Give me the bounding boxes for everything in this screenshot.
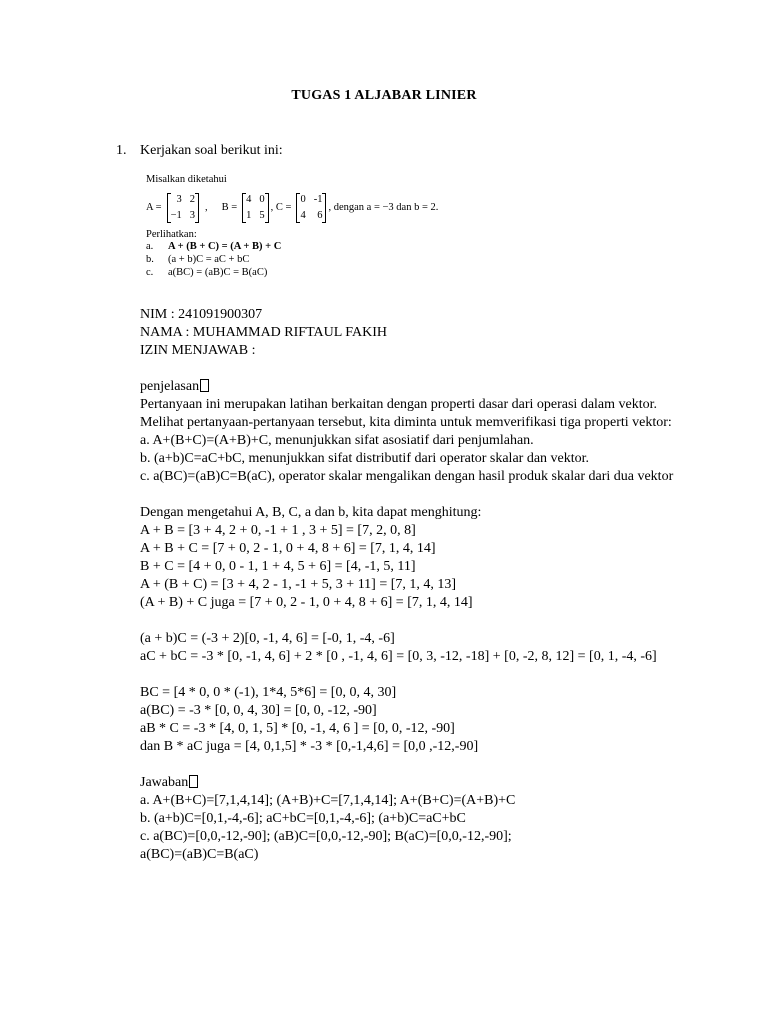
matrix-c-cell: -1: [313, 194, 323, 205]
problem-condition: , dengan a = −3 dan b = 2.: [328, 201, 439, 213]
answer-body: [140, 306, 700, 864]
answer-line: b. (a+b)C=[0,1,-4,-6]; aC+bC=[0,1,-4,-6]; (a+b)C=aC+bC: [140, 811, 466, 826]
explanation-paragraph: Pertanyaan ini merupakan latihan berkaitan dengan properti dasar dari operasi dalam vektor. Melihat pertanyaan-pertanyaan tersebut, kita diminta untuk memverifikasi tiga properti vektor:: [140, 397, 672, 430]
problem-item-text: A + (B + C) = (A + B) + C: [168, 241, 282, 252]
matrix-a-label: A =: [146, 201, 162, 213]
calc-line: A + B = [3 + 4, 2 + 0, -1 + 1 , 3 + 5] = [7, 2, 0, 8]: [140, 523, 416, 538]
matrix-a-cell: −1: [170, 209, 182, 221]
problem-items: [146, 242, 281, 281]
answer-heading-text: Jawaban: [140, 775, 189, 790]
answer-line: a. A+(B+C)=[7,1,4,14]; (A+B)+C=[7,1,4,14]; A+(B+C)=(A+B)+C: [140, 793, 516, 808]
explanation-line-b: b. (a+b)C=aC+bC, menunjukkan sifat distributif dari operator skalar dan vektor.: [140, 451, 590, 466]
matrix-a: [167, 194, 199, 222]
calc-line: Dengan mengetahui A, B, C, a dan b, kita dapat menghitung:: [140, 505, 482, 520]
nim-line: NIM : 241091900307: [140, 307, 263, 322]
calc-line: BC = [4 * 0, 0 * (-1), 1*4, 5*6] = [0, 0, 4, 30]: [140, 685, 397, 700]
explanation-heading-text: penjelasan: [140, 379, 200, 394]
calc-line: (a + b)C = (-3 + 2)[0, -1, 4, 6] = [-0, 1, -4, -6]: [140, 631, 395, 646]
problem-image: [146, 175, 486, 289]
problem-intro: Misalkan diketahui: [146, 174, 227, 185]
comma-separator: ,: [204, 201, 208, 213]
problem-item: [146, 268, 281, 281]
answer-heading: [140, 774, 700, 792]
matrix-b-cell: 0: [259, 194, 265, 205]
calc-line: aB * C = -3 * [4, 0, 1, 5] * [0, -1, 4, 6 ] = [0, 0, -12, -90]: [140, 721, 455, 736]
answer-line: a(BC)=(aB)C=B(aC): [140, 847, 259, 862]
explanation-line-a: a. A+(B+C)=(A+B)+C, menunjukkan sifat asosiatif dari penjumlahan.: [140, 433, 534, 448]
calc-line: (A + B) + C juga = [7 + 0, 2 - 1, 0 + 4, 8 + 6] = [7, 1, 4, 14]: [140, 595, 473, 610]
matrix-c-cell: 6: [317, 209, 323, 221]
matrix-a-cell: 3: [189, 209, 195, 221]
matrix-a-cell: 3: [176, 194, 182, 205]
missing-glyph-icon: [200, 379, 209, 392]
problem-item-letter: c.: [146, 267, 154, 278]
problem-show-label: Perlihatkan:: [146, 229, 197, 240]
explanation-heading: [140, 378, 700, 396]
calc-line: a(BC) = -3 * [0, 0, 4, 30] = [0, 0, -12, -90]: [140, 703, 377, 718]
answer-line: c. a(BC)=[0,0,-12,-90]; (aB)C=[0,0,-12,-90]; B(aC)=[0,0,-12,-90];: [140, 829, 512, 844]
matrix-definitions: [146, 191, 438, 225]
calc-line: B + C = [4 + 0, 0 - 1, 1 + 4, 5 + 6] = [4, -1, 5, 11]: [140, 559, 416, 574]
calc-line: A + (B + C) = [3 + 4, 2 - 1, -1 + 5, 3 + 11] = [7, 1, 4, 13]: [140, 577, 457, 592]
matrix-c-label: , C =: [270, 201, 292, 213]
matrix-b-cell: 1: [246, 209, 252, 221]
matrix-b-cell: 5: [259, 209, 265, 221]
question-number: 1.: [116, 143, 127, 158]
problem-item-letter: b.: [146, 254, 154, 265]
matrix-c-cell: 4: [300, 209, 306, 221]
matrix-a-cell: 2: [189, 194, 195, 205]
problem-item-text: a(BC) = (aB)C = B(aC): [168, 267, 268, 278]
missing-glyph-icon: [189, 775, 198, 788]
nama-line: NAMA : MUHAMMAD RIFTAUL FAKIH: [140, 325, 388, 340]
problem-item-letter: a.: [146, 241, 154, 252]
matrix-b-cell: 4: [246, 194, 252, 205]
calc-line: A + B + C = [7 + 0, 2 - 1, 0 + 4, 8 + 6] = [7, 1, 4, 14]: [140, 541, 436, 556]
calc-line: aC + bC = -3 * [0, -1, 4, 6] + 2 * [0 , -1, 4, 6] = [0, 3, -12, -18] + [0, -2, 8, 12] = [0, 1, -4, -6]: [140, 649, 657, 664]
explanation-line-c: c. a(BC)=(aB)C=B(aC), operator skalar mengalikan dengan hasil produk skalar dari dua vektor: [140, 469, 674, 484]
matrix-b-label: B =: [221, 201, 238, 213]
matrix-c: [296, 194, 326, 222]
problem-item-text: (a + b)C = aC + bC: [168, 254, 250, 265]
matrix-c-cell: 0: [300, 194, 306, 205]
question-text: Kerjakan soal berikut ini:: [140, 143, 283, 158]
calc-line: dan B * aC juga = [4, 0,1,5] * -3 * [0,-1,4,6] = [0,0 ,-12,-90]: [140, 739, 479, 754]
document-title: TUGAS 1 ALJABAR LINIER: [291, 88, 477, 103]
izin-line: IZIN MENJAWAB :: [140, 343, 256, 358]
matrix-b: [242, 194, 269, 222]
